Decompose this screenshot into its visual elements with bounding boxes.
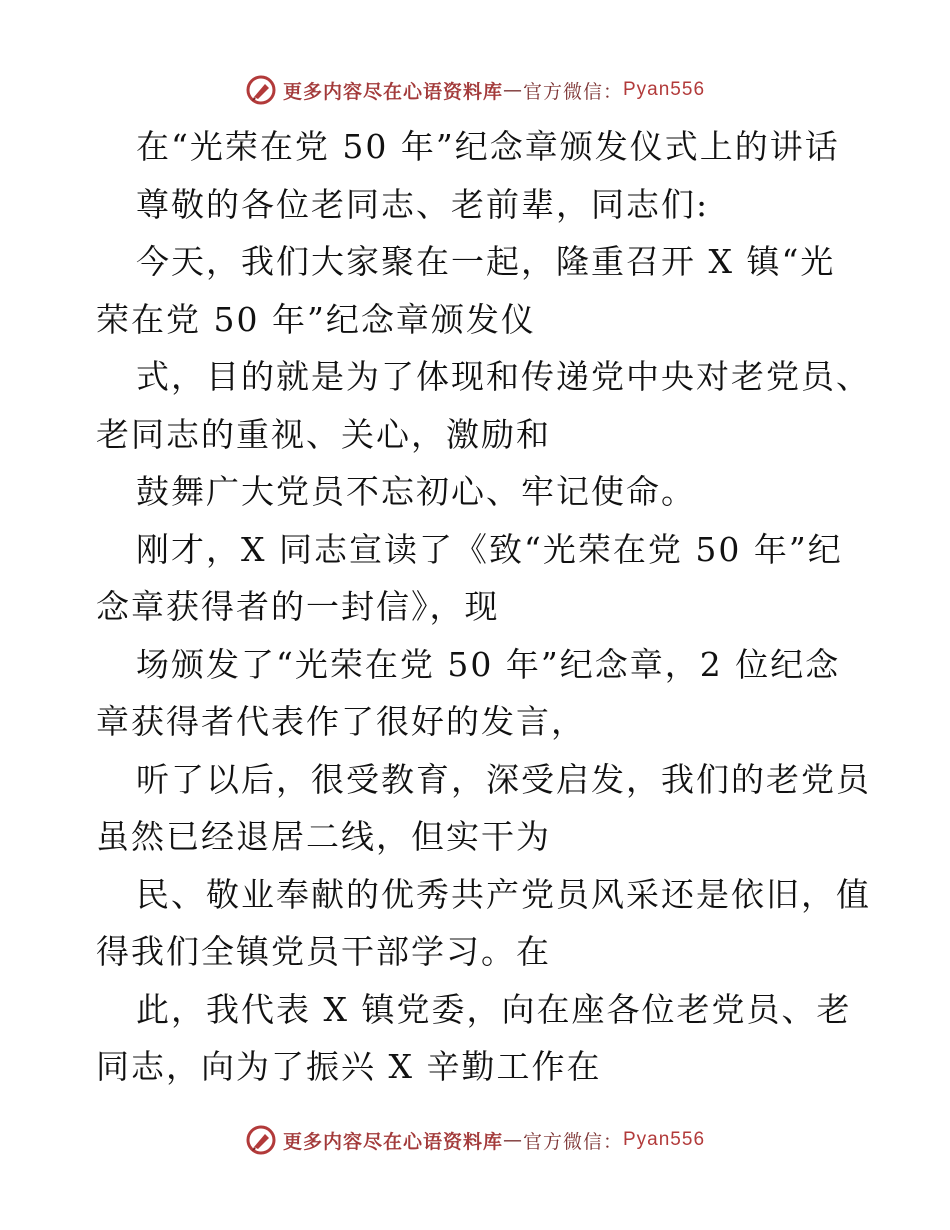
document-line: 虽然已经退居二线，但实干为 [96,817,551,856]
document-line: 今天，我们大家聚在一起，隆重召开 X 镇“光 [136,242,836,281]
pen-nib-logo-icon [245,74,277,106]
document-line: 场颁发了“光荣在党 50 年”纪念章，2 位纪念 [136,644,841,684]
document-line: 鼓舞广大党员不忘初心、牢记使命。 [136,472,696,511]
document-line: 民、敬业奉献的优秀共产党员风采还是依旧，值 [136,874,871,914]
document-line: 听了以后，很受教育，深受启发，我们的老党员 [136,759,871,799]
document-line: 式，目的就是为了体现和传递党中央对老党员、 [136,357,871,396]
document-line: 此，我代表 X 镇党委，向在座各位老党员、老 [136,989,852,1029]
banner-separator: — [502,1129,523,1151]
banner-separator: — [502,79,523,101]
document-line: 刚才，X 同志宣读了《致“光荣在党 50 年”纪 [136,529,843,569]
document-line: 念章获得者的一封信》，现 [96,587,500,626]
pen-nib-logo-icon [245,1124,277,1156]
banner-wechat-id: Pyan556 [623,79,706,100]
document-line: 章获得者代表作了很好的发言， [96,702,586,741]
banner-official-label: 官方微信： [522,1130,623,1153]
banner-wechat-id: Pyan556 [623,1129,706,1150]
footer-banner [0,1120,950,1160]
header-banner [0,70,950,110]
document-line: 尊敬的各位老同志、老前辈，同志们: [136,184,710,224]
banner-official-label: 官方微信： [522,80,623,103]
document-line: 荣在党 50 年”纪念章颁发仪 [96,299,536,339]
document-line: 同志，向为了振兴 X 辛勤工作在 [96,1047,602,1086]
banner-brand-text: 更多内容尽在心语资料库 [282,1130,503,1153]
document-line: 老同志的重视、关心，激励和 [96,414,551,454]
document-line: 在“光荣在党 50 年”纪念章颁发仪式上的讲话 [136,127,840,166]
banner-brand-text: 更多内容尽在心语资料库 [282,80,503,103]
document-body [96,118,871,1096]
document-line: 得我们全镇党员干部学习。在 [96,932,551,971]
